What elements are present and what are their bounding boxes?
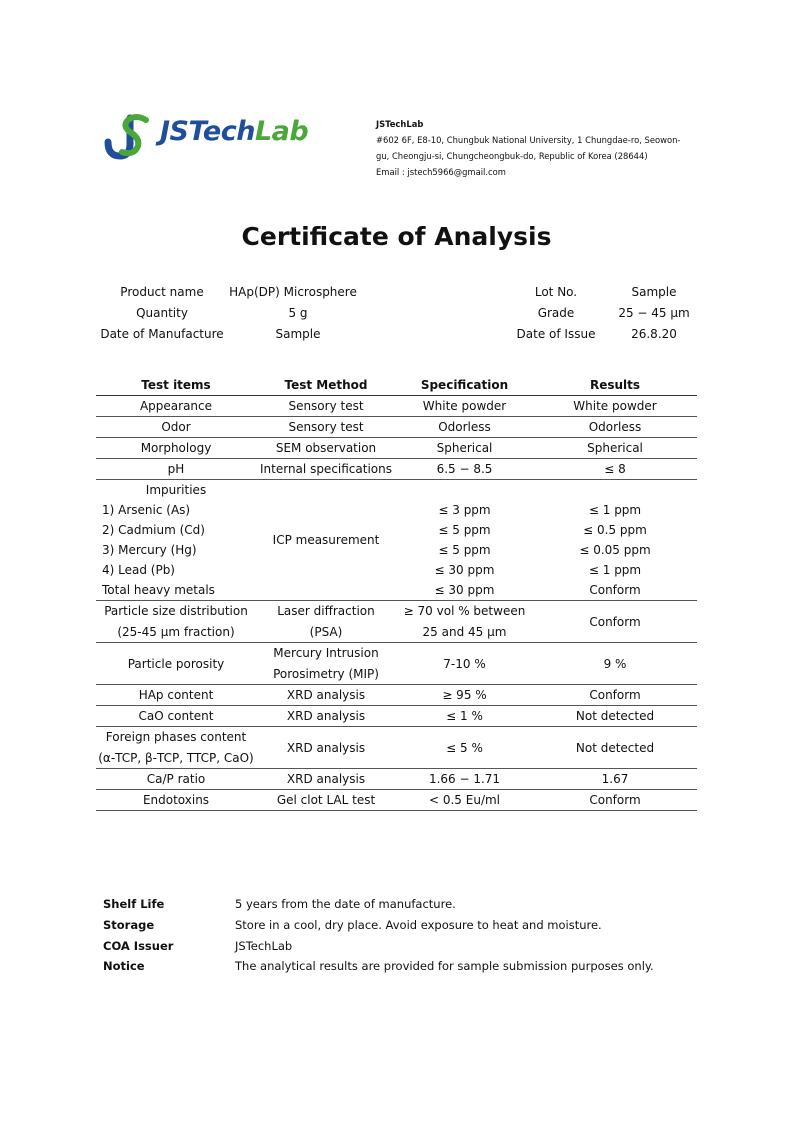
- method-cell: Gel clot LAL test: [256, 790, 396, 811]
- note-coa-issuer: [103, 935, 654, 956]
- result-cell: White powder: [533, 396, 697, 417]
- result-cell: Conform: [533, 601, 697, 643]
- test-item-cell: Appearance: [96, 396, 256, 417]
- spec-cell: [396, 601, 533, 643]
- note-value: The analytical results are provided for sample submission purposes only.: [235, 959, 654, 974]
- spec-cell: ≤ 5 ppm: [438, 523, 491, 537]
- test-item-cell: [96, 601, 256, 643]
- note-notice: [103, 956, 654, 977]
- spec-cell: White powder: [396, 396, 533, 417]
- result-cell: Conform: [533, 580, 697, 601]
- porosity-method-line1: Mercury Intrusion: [273, 646, 379, 660]
- test-item-cell: Endotoxins: [96, 790, 256, 811]
- test-item-cell: Ca/P ratio: [96, 769, 256, 790]
- table-row: [96, 643, 697, 685]
- result-cell: Spherical: [533, 438, 697, 459]
- result-cell: Not detected: [533, 727, 697, 769]
- result-cell: ≤ 0.05 ppm: [579, 543, 651, 557]
- table-row: [96, 560, 697, 580]
- spec-cell: ≤ 5 %: [396, 727, 533, 769]
- test-item-cell: 2) Cadmium (Cd): [102, 523, 205, 537]
- company-info: [376, 116, 706, 180]
- analysis-table: [96, 374, 697, 811]
- table-row: [96, 790, 697, 811]
- psd-item-line1: Particle size distribution: [104, 604, 248, 618]
- grade-value: 25 − 45 μm: [618, 306, 690, 320]
- table-row: [96, 601, 697, 643]
- note-label: Shelf Life: [103, 897, 165, 912]
- company-name: JSTechLab: [376, 119, 424, 129]
- foreign-item-line2: (α-TCP, β-TCP, TTCP, CaO): [98, 750, 254, 765]
- table-row: [96, 438, 697, 459]
- psd-item-line2: (25-45 μm fraction): [117, 624, 235, 639]
- spec-cell: ≤ 30 ppm: [434, 563, 495, 577]
- result-cell: 9 %: [533, 643, 697, 685]
- table-row: [96, 685, 697, 706]
- test-item-cell: HAp content: [96, 685, 256, 706]
- table-row: [96, 540, 697, 560]
- spec-cell: 1.66 − 1.71: [396, 769, 533, 790]
- test-item-cell: Odor: [96, 417, 256, 438]
- spec-cell: Odorless: [396, 417, 533, 438]
- result-cell: Odorless: [533, 417, 697, 438]
- logo-wordmark: [160, 116, 308, 147]
- table-row: [96, 727, 697, 769]
- result-cell: Conform: [533, 790, 697, 811]
- method-cell: XRD analysis: [256, 727, 396, 769]
- company-logo: [104, 112, 364, 162]
- result-cell: ≤ 0.5 ppm: [583, 523, 647, 537]
- quantity-value: 5 g: [288, 306, 308, 320]
- product-name-label: Product name: [120, 285, 204, 299]
- method-cell: XRD analysis: [256, 706, 396, 727]
- spec-cell: ≤ 5 ppm: [438, 543, 491, 557]
- method-cell: [256, 601, 396, 643]
- grade-label: Grade: [537, 306, 575, 320]
- method-cell: XRD analysis: [256, 685, 396, 706]
- result-cell: Not detected: [533, 706, 697, 727]
- result-cell: 1.67: [533, 769, 697, 790]
- method-cell: XRD analysis: [256, 769, 396, 790]
- company-email: Email : jstech5966@gmail.com: [376, 167, 506, 177]
- note-label: Storage: [103, 918, 155, 933]
- company-address-line1: #602 6F, E8-10, Chungbuk National University, 1 Chungdae-ro, Seowon-: [376, 135, 681, 145]
- table-row: [96, 459, 697, 480]
- test-item-cell: Morphology: [96, 438, 256, 459]
- manufacture-date-label: Date of Manufacture: [100, 327, 224, 341]
- spec-cell: ≤ 1 %: [396, 706, 533, 727]
- note-value: Store in a cool, dry place. Avoid exposure to heat and moisture.: [235, 918, 602, 933]
- table-row: [96, 520, 697, 540]
- spec-cell: 6.5 − 8.5: [396, 459, 533, 480]
- lot-value: Sample: [631, 285, 677, 299]
- impurities-heading: Impurities: [145, 483, 207, 497]
- foreign-item-line1: Foreign phases content: [105, 730, 247, 744]
- method-cell: SEM observation: [256, 438, 396, 459]
- table-row: [96, 500, 697, 520]
- result-cell: ≤ 8: [533, 459, 697, 480]
- porosity-method-line2: Porosimetry (MIP): [273, 666, 379, 681]
- table-row: [96, 480, 697, 501]
- logo-text-jstech: JSTech: [160, 116, 255, 147]
- table-row: [96, 396, 697, 417]
- issue-date-label: Date of Issue: [516, 327, 596, 341]
- test-item-cell: Total heavy metals: [96, 580, 256, 601]
- header-specification: Specification: [396, 374, 533, 396]
- table-row: [96, 417, 697, 438]
- table-row: [96, 706, 697, 727]
- spec-cell: ≤ 30 ppm: [396, 580, 533, 601]
- test-item-cell: 1) Arsenic (As): [102, 503, 191, 517]
- result-cell: ≤ 1 ppm: [588, 503, 642, 517]
- spec-cell: Spherical: [396, 438, 533, 459]
- note-storage: [103, 915, 654, 936]
- header-results: Results: [533, 374, 697, 396]
- result-cell: ≤ 1 ppm: [588, 563, 642, 577]
- lot-label: Lot No.: [534, 285, 578, 299]
- header-test-method: Test Method: [256, 374, 396, 396]
- spec-cell: 7-10 %: [396, 643, 533, 685]
- method-cell: Sensory test: [256, 396, 396, 417]
- note-label: Notice: [103, 959, 145, 974]
- method-cell: Sensory test: [256, 417, 396, 438]
- test-item-cell: 3) Mercury (Hg): [102, 543, 197, 557]
- note-value: JSTechLab: [235, 938, 293, 953]
- header-test-items: Test items: [96, 374, 256, 396]
- issue-date-value: 26.8.20: [631, 327, 677, 341]
- manufacture-date-value: Sample: [275, 327, 321, 341]
- table-row: [96, 580, 697, 601]
- method-cell: [256, 643, 396, 685]
- table-header-row: [96, 374, 697, 396]
- test-item-cell: CaO content: [96, 706, 256, 727]
- note-value: 5 years from the date of manufacture.: [235, 897, 456, 912]
- test-item-cell: [96, 727, 256, 769]
- js-monogram-icon: [104, 112, 150, 160]
- product-name-value: HAp(DP) Microsphere: [229, 285, 357, 299]
- document-title: Certificate of Analysis: [241, 222, 552, 251]
- result-cell: Conform: [533, 685, 697, 706]
- psd-spec-line1: ≥ 70 vol % between: [403, 604, 526, 618]
- spec-cell: < 0.5 Eu/ml: [396, 790, 533, 811]
- note-shelf-life: [103, 894, 654, 915]
- test-item-cell: Particle porosity: [96, 643, 256, 685]
- test-item-cell: 4) Lead (Pb): [102, 563, 175, 577]
- logo-text-lab: Lab: [254, 116, 309, 147]
- quantity-label: Quantity: [136, 306, 188, 320]
- spec-cell: ≥ 95 %: [396, 685, 533, 706]
- company-address-line2: gu, Cheongju-si, Chungcheongbuk-do, Republic of Korea (28644): [376, 151, 648, 161]
- impurities-method-cell: ICP measurement: [256, 480, 396, 601]
- notes-section: [103, 894, 654, 977]
- method-cell: Internal specifications: [256, 459, 396, 480]
- psd-spec-line2: 25 and 45 μm: [422, 624, 507, 639]
- note-label: COA Issuer: [103, 938, 174, 953]
- table-row: [96, 769, 697, 790]
- test-item-cell: pH: [96, 459, 256, 480]
- psd-method-line1: Laser diffraction: [277, 604, 375, 618]
- spec-cell: ≤ 3 ppm: [438, 503, 491, 517]
- psd-method-line2: (PSA): [309, 624, 343, 639]
